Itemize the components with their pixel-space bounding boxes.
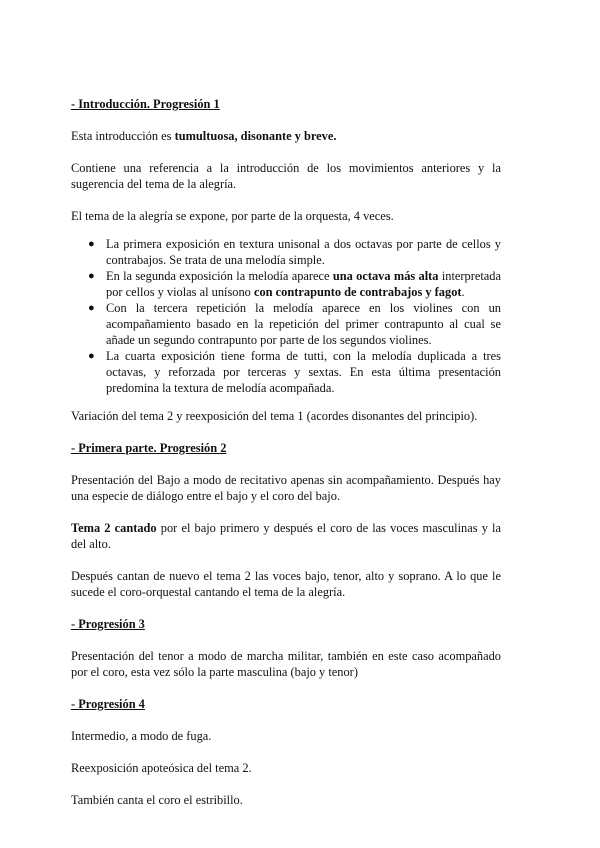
list-item: [71, 236, 501, 268]
section-heading-intro: - Introducción. Progresión 1: [71, 97, 220, 111]
bullet-icon: ●: [88, 238, 95, 250]
prog4-paragraph-1: Intermedio, a modo de fuga.: [71, 729, 212, 743]
bullet-icon: ●: [88, 270, 95, 282]
intro-paragraph-2: Contiene una referencia a la introducción de los movimientos anteriores y la sugerencia del tema de la alegría.: [71, 161, 501, 191]
prog4-paragraph-3: También canta el coro el estribillo.: [71, 793, 243, 807]
intro-p1-bold: tumultuosa, disonante y breve.: [174, 129, 337, 143]
part1-p2-bold: Tema 2 cantado: [71, 521, 157, 535]
exposition-list: [71, 236, 501, 396]
list-item-text: .: [461, 285, 465, 299]
intro-paragraph-1: [71, 128, 501, 144]
part1-p2-text: por el bajo primero y después el coro de las voces masculinas y la del alto.: [71, 521, 501, 551]
list-item-text: La cuarta exposición tiene forma de tutti, con la melodía duplicada a tres octavas, y reforzada por terceras y sextas. En esta última presentación predomina la textura de melodía acompañada.: [106, 349, 501, 395]
part1-paragraph-3: Después cantan de nuevo el tema 2 las voces bajo, tenor, alto y soprano. A lo que le sucede el coro-orquestal cantando el tema de la alegría.: [71, 569, 501, 599]
list-item: [71, 348, 501, 396]
part1-paragraph-1: Presentación del Bajo a modo de recitativo apenas sin acompañamiento. Después hay una especie de diálogo entre el bajo y el coro del bajo.: [71, 473, 501, 503]
intro-p1-text: Esta introducción es: [71, 129, 175, 143]
list-item: [71, 268, 501, 300]
intro-paragraph-3: El tema de la alegría se expone, por parte de la orquesta, 4 veces.: [71, 209, 394, 223]
intro-paragraph-4: Variación del tema 2 y reexposición del tema 1 (acordes disonantes del principio).: [71, 409, 478, 423]
list-item-bold: una octava más alta: [332, 269, 439, 283]
section-heading-prog4: - Progresión 4: [71, 697, 145, 711]
part1-paragraph-2: [71, 520, 501, 552]
list-item-bold: con contrapunto de contrabajos y fagot: [253, 285, 462, 299]
list-item-text: En la segunda exposición la melodía aparece: [106, 269, 333, 283]
list-item-text: interpretada por cellos y violas al unísono: [106, 269, 501, 299]
section-heading-prog3: - Progresión 3: [71, 617, 145, 631]
bullet-icon: ●: [88, 302, 95, 314]
prog4-paragraph-2: Reexposición apoteósica del tema 2.: [71, 761, 252, 775]
list-item-text: La primera exposición en textura unisonal a dos octavas por parte de cellos y contrabajos. Se trata de una melodía simple.: [106, 237, 501, 267]
document-page: [71, 96, 501, 808]
prog3-paragraph-1: Presentación del tenor a modo de marcha militar, también en este caso acompañado por el coro, esta vez sólo la parte masculina (bajo y tenor): [71, 649, 501, 679]
section-heading-part1: - Primera parte. Progresión 2: [71, 441, 227, 455]
bullet-icon: ●: [88, 350, 95, 362]
list-item-text: Con la tercera repetición la melodía aparece en los violines con un acompañamiento basado en la repetición del primer contrapunto al cual se añade un segundo contrapunto por parte de los segundos violines.: [106, 301, 501, 347]
list-item: [71, 300, 501, 348]
